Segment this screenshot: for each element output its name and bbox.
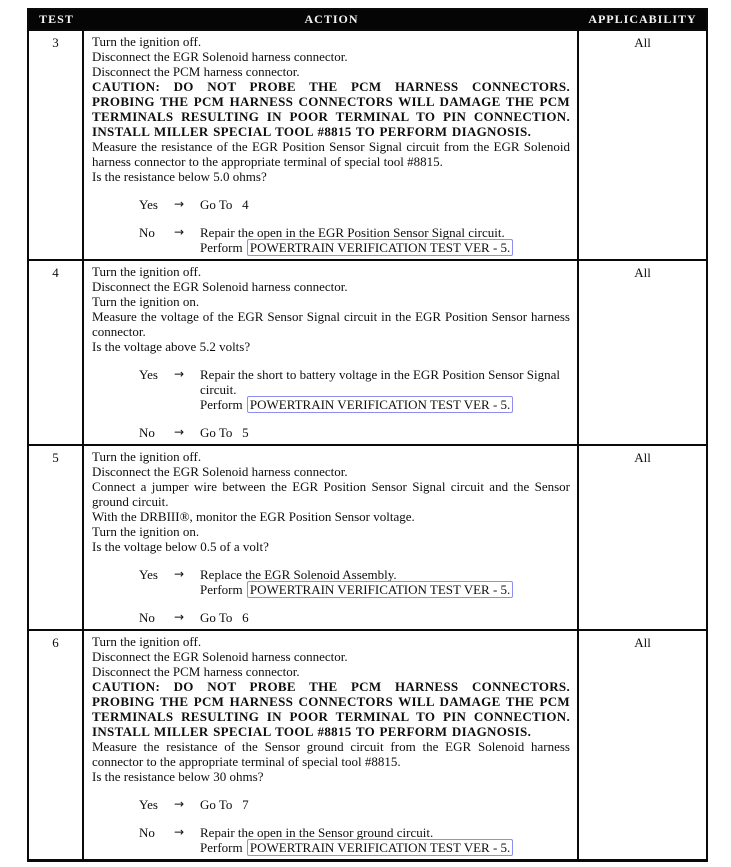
caution-text: CAUTION: DO NOT PROBE THE PCM HARNESS CONNECTORS. PROBING THE PCM HARNESS CONNECTORS WILL DAMAGE THE PCM TERMINALS RESULTING IN POOR TERMINAL TO PIN CONNECTION. INSTALL MILLER SPECIAL TOOL #8815 TO PERFORM DIAGNOSIS. [92,79,570,139]
action-step-text: Disconnect the EGR Solenoid harness connector. [92,464,348,479]
branch-label: Yes [139,367,158,382]
result-text: Go To 5 [200,425,249,440]
action-cell [84,446,579,629]
result-line [200,567,570,582]
result-line [200,225,570,240]
arrow-right-icon: → [174,825,185,839]
branch-result [200,425,570,440]
result-text: Go To 7 [200,797,249,812]
result-text: Repair the open in the Sensor ground circuit. [200,825,434,840]
branch-yes [139,567,570,597]
action-cell [84,261,579,444]
result-text: Perform [200,582,246,597]
branch-result [200,825,570,855]
action-step-text: Is the voltage above 5.2 volts? [92,339,251,354]
arrow-right-icon: → [174,225,185,239]
result-line [200,197,570,212]
branch-result [200,225,570,255]
action-step-text: Turn the ignition on. [92,294,200,309]
result-line [200,397,570,412]
test-number: 6 [29,631,84,859]
applicability-value: All [634,35,651,50]
action-step-text: Is the resistance below 30 ohms? [92,769,264,784]
branch-no [139,610,570,625]
action-step-text: Turn the ignition off. [92,264,202,279]
powertrain-verification-test-link[interactable]: POWERTRAIN VERIFICATION TEST VER - 5. [247,839,513,856]
branch-no [139,225,570,255]
action-step-text: Turn the ignition off. [92,449,202,464]
result-line [200,367,570,397]
arrow-right-icon: → [174,610,185,624]
branch-result [200,197,570,212]
action-step-text: Turn the ignition off. [92,34,202,49]
action-step-text: Disconnect the EGR Solenoid harness connector. [92,649,348,664]
table-header-row [29,10,706,29]
branch-label: No [139,825,155,840]
branch-result [200,567,570,597]
arrow-right-icon: → [174,567,185,581]
applicability-value: All [634,635,651,650]
action-step-text: Is the resistance below 5.0 ohms? [92,169,267,184]
branch-result [200,797,570,812]
action-cell [84,31,579,259]
branch-label: No [139,425,155,440]
table-row-test-5 [29,444,706,629]
action-step-text: Disconnect the EGR Solenoid harness connector. [92,279,348,294]
applicability-value: All [634,450,651,465]
branch-no [139,825,570,855]
arrow-right-icon: → [174,367,185,381]
table-row-test-6 [29,629,706,859]
caution-text: CAUTION: DO NOT PROBE THE PCM HARNESS CONNECTORS. PROBING THE PCM HARNESS CONNECTORS WILL DAMAGE THE PCM TERMINALS RESULTING IN POOR TERMINAL TO PIN CONNECTION. INSTALL MILLER SPECIAL TOOL #8815 TO PERFORM DIAGNOSIS. [92,679,570,739]
diagnostic-table [27,8,708,862]
result-line [200,240,570,255]
result-text: Perform [200,840,246,855]
result-text: Perform [200,240,246,255]
powertrain-verification-test-link[interactable]: POWERTRAIN VERIFICATION TEST VER - 5. [247,239,513,256]
action-step-text: Is the voltage below 0.5 of a volt? [92,539,269,554]
action-step-text: Measure the resistance of the EGR Position Sensor Signal circuit from the EGR Solenoid harness connector to the appropriate terminal of special tool #8815. [92,139,570,169]
branch-label: Yes [139,197,158,212]
branch-no [139,425,570,440]
result-text: Go To 4 [200,197,249,212]
branch-result [200,610,570,625]
powertrain-verification-test-link[interactable]: POWERTRAIN VERIFICATION TEST VER - 5. [247,581,513,598]
result-text: Go To 6 [200,610,249,625]
header-applicability: APPLICABILITY [588,12,697,26]
action-step-text: Disconnect the PCM harness connector. [92,664,300,679]
result-line [200,825,570,840]
action-step-text: Disconnect the EGR Solenoid harness connector. [92,49,348,64]
branch-label: Yes [139,567,158,582]
header-test: TEST [39,12,74,26]
arrow-right-icon: → [174,797,185,811]
result-line [200,840,570,855]
branch-label: Yes [139,797,158,812]
branch-yes [139,797,570,812]
branch-yes [139,197,570,212]
result-line [200,425,570,440]
branch-label: No [139,610,155,625]
test-number: 5 [29,446,84,629]
action-cell [84,631,579,859]
table-body [29,29,706,859]
table-row-test-4 [29,259,706,444]
action-step-text: Connect a jumper wire between the EGR Position Sensor Signal circuit and the Sensor ground circuit. [92,479,570,509]
action-step-text: Measure the voltage of the EGR Sensor Signal circuit in the EGR Position Sensor harness connector. [92,309,570,339]
action-step-text: Disconnect the PCM harness connector. [92,64,300,79]
action-step-text: With the DRBIII®, monitor the EGR Position Sensor voltage. [92,509,415,524]
result-text: Perform [200,397,246,412]
branch-yes [139,367,570,412]
table-row-test-3 [29,29,706,259]
test-number: 4 [29,261,84,444]
result-line [200,610,570,625]
action-step-text: Measure the resistance of the Sensor ground circuit from the EGR Solenoid harness connector to the appropriate terminal of special tool #8815. [92,739,570,769]
result-text: Repair the short to battery voltage in the EGR Position Sensor Signal circuit. [200,367,564,397]
result-line [200,582,570,597]
arrow-right-icon: → [174,197,185,211]
arrow-right-icon: → [174,425,185,439]
applicability-value: All [634,265,651,280]
action-step-text: Turn the ignition off. [92,634,202,649]
action-step-text: Turn the ignition on. [92,524,200,539]
test-number: 3 [29,31,84,259]
result-line [200,797,570,812]
branch-result [200,367,570,412]
result-text: Replace the EGR Solenoid Assembly. [200,567,397,582]
powertrain-verification-test-link[interactable]: POWERTRAIN VERIFICATION TEST VER - 5. [247,396,513,413]
branch-label: No [139,225,155,240]
header-action: ACTION [304,12,359,26]
result-text: Repair the open in the EGR Position Sensor Signal circuit. [200,225,505,240]
